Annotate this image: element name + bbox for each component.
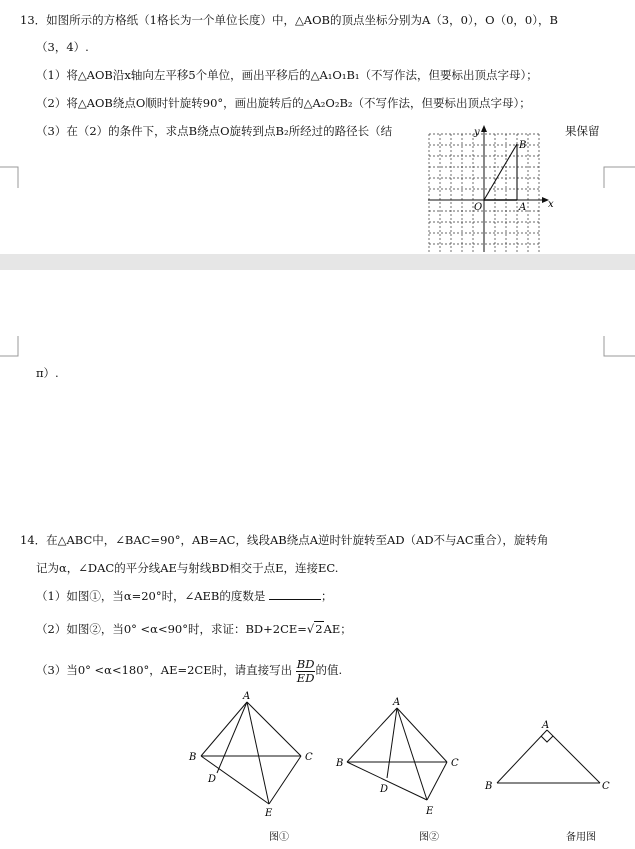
q14-line-2: 记为α，∠DAC的平分线AE与射线BD相交于点E，连接EC.	[36, 561, 339, 575]
q14-part-3	[36, 655, 342, 685]
fig2-label-b: B	[336, 758, 344, 769]
fig1-label-a: A	[243, 691, 251, 702]
fig2-caption: 图②	[419, 832, 439, 843]
fraction-bd-ed	[296, 658, 316, 685]
crop-mark-left-bottom	[0, 336, 20, 358]
point-a-label: A	[519, 202, 527, 213]
fig1-label-d: D	[208, 774, 217, 785]
fig2-label-c: C	[451, 758, 459, 769]
fig3-label-b: B	[485, 781, 493, 792]
origin-label: O	[474, 202, 483, 213]
fig2-label-d: D	[380, 784, 389, 795]
figure-1	[185, 688, 325, 848]
q13-part-3: （3）在（2）的条件下，求点B绕点O旋转到点B₂所经过的路径长（结	[36, 124, 393, 138]
fig1-label-e: E	[265, 808, 273, 819]
q14-part-2-text: （2）如图②，当0° <α<90°时，求证：BD+2CE=	[36, 622, 307, 636]
fig3-caption: 备用图	[566, 832, 596, 843]
backup-figure	[480, 715, 630, 848]
fig2-label-a: A	[393, 697, 401, 708]
q14-part-3-end: 的值.	[315, 663, 343, 677]
q14-part-1	[36, 588, 333, 604]
coordinate-grid-figure	[420, 124, 560, 256]
figure-2	[330, 688, 470, 848]
q13-part-2: （2）将△AOB绕点O顺时针旋转90°，画出旋转后的△A₂O₂B₂（不写作法，但要标出顶点字母）；	[36, 96, 531, 110]
fraction-numerator: BD	[296, 656, 315, 671]
q13-part-3-cont: 果保留	[565, 124, 600, 138]
q13-part-3-end: π）.	[36, 366, 59, 380]
y-axis-label: y	[474, 127, 480, 138]
q14-part-3-text: （3）当0° <α<180°，AE=2CE时，请直接写出	[36, 663, 293, 677]
q14-line-1: 14．在△ABC中，∠BAC=90°，AB=AC，线段AB绕点A逆时针旋转至AD（AD不与AC重合），旋转角	[20, 533, 549, 547]
fraction-denominator: ED	[296, 670, 315, 685]
answer-blank[interactable]	[269, 589, 321, 600]
q14-part-1-end: ；	[321, 589, 333, 603]
fig1-label-b: B	[189, 752, 197, 763]
page-break	[0, 254, 635, 270]
fig3-label-a: A	[542, 720, 550, 731]
q14-part-2-end: AE；	[323, 622, 352, 636]
crop-mark-right-bottom	[603, 336, 635, 358]
q13-line-1: 13．如图所示的方格纸（1格长为一个单位长度）中，△AOB的顶点坐标分别为A（3，0），O（0，0），B	[20, 13, 558, 27]
q14-part-2	[36, 621, 352, 637]
fig1-caption: 图①	[269, 832, 289, 843]
q13-line-2: （3，4）.	[36, 40, 89, 54]
x-axis-label: x	[548, 199, 554, 210]
sqrt-radicand: 2	[315, 622, 323, 636]
fig2-label-e: E	[426, 806, 434, 817]
fig1-label-c: C	[305, 752, 313, 763]
q13-part-1: （1）将△AOB沿x轴向左平移5个单位，画出平移后的△A₁O₁B₁（不写作法，但要标出顶点字母）；	[36, 68, 538, 82]
fig3-label-c: C	[602, 781, 610, 792]
q14-part-1-text: （1）如图①，当α=20°时，∠AEB的度数是	[36, 589, 266, 603]
crop-mark-left-top	[0, 166, 20, 188]
point-b-label: B	[519, 140, 527, 151]
crop-mark-right-top	[603, 166, 635, 188]
sqrt-sign: √	[306, 622, 315, 636]
